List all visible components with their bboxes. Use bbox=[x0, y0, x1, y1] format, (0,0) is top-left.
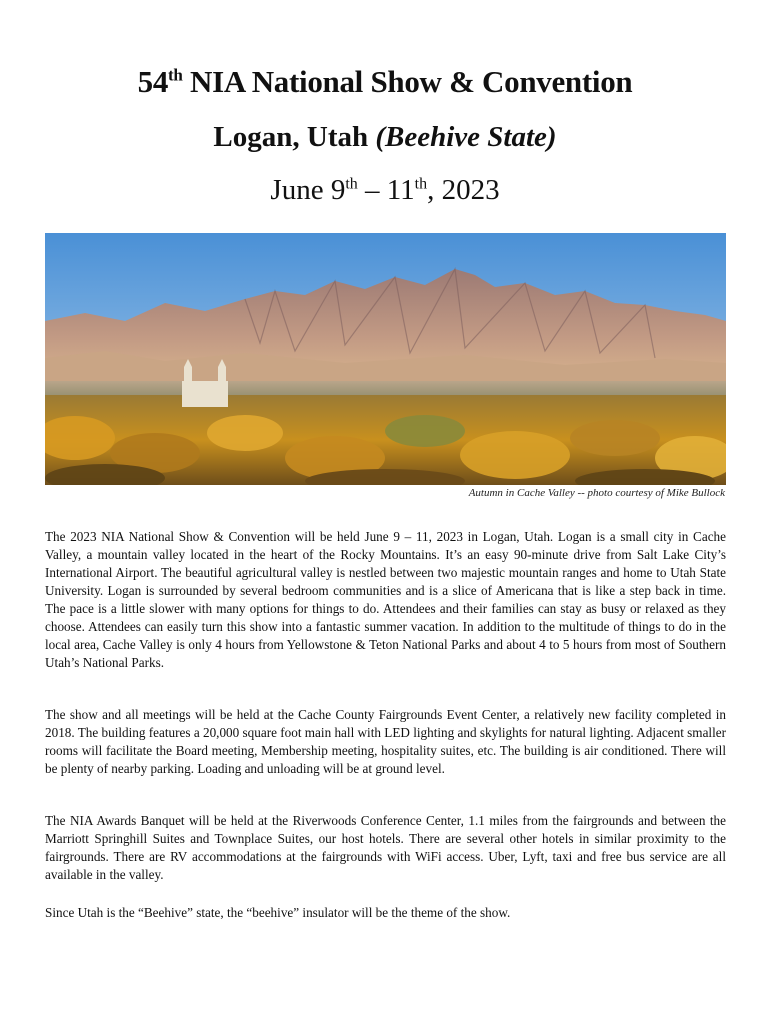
location-heading bbox=[0, 121, 770, 154]
landscape-illustration bbox=[45, 233, 726, 485]
page-title bbox=[0, 64, 770, 100]
paragraph-theme: Since Utah is the “Beehive” state, the “beehive” insulator will be the theme of the show. bbox=[45, 905, 511, 920]
date-year: , 2023 bbox=[427, 174, 500, 206]
location-city: Logan, Utah bbox=[213, 121, 376, 153]
paragraph-venue: The show and all meetings will be held at the Cache County Fairgrounds Event Center, a relatively new facility completed in 2018. The building features a 20,000 square foot main hall with LED lighting and skylights for natural lighting. Adjacent smaller rooms will facilitate the Board meeting, Membership meeting, hospitality suites, etc. The building is air conditioned. There will be plenty of nearby parking. Loading and unloading will be at ground level. bbox=[45, 707, 726, 776]
date-end: – 11 bbox=[357, 174, 415, 206]
title-ordinal-suffix: th bbox=[168, 65, 183, 85]
date-start-suffix: th bbox=[345, 175, 358, 193]
photo-caption: Autumn in Cache Valley -- photo courtesy of Mike Bullock bbox=[468, 487, 725, 499]
date-heading bbox=[0, 174, 770, 207]
date-start: June 9 bbox=[270, 174, 346, 206]
cache-valley-photo bbox=[45, 233, 726, 485]
title-ordinal: 54 bbox=[137, 64, 169, 99]
title-text: NIA National Show & Convention bbox=[182, 64, 633, 99]
location-nickname: (Beehive State) bbox=[375, 121, 557, 153]
paragraph-location: The 2023 NIA National Show & Convention will be held June 9 – 11, 2023 in Logan, Utah. Logan is a small city in Cache Valley, a mountain valley located in the heart of the Rocky Mountains. It’s an easy 90-minute drive from Salt Lake City’s International Airport. The beautiful agricultural valley is nestled between two majestic mountain ranges and home to Utah State University. Logan is surrounded by several bedroom communities and is a slice of Americana that is like a step back in time. The pace is a little slower with many options for things to do. Attendees and their families can stay as busy or relaxed as they choose. Attendees can easily turn this show into a fantastic summer vacation. In addition to the multitude of things to do in the local area, Cache Valley is only 4 hours from Yellowstone & Teton National Parks and about 4 to 5 hours from most of Southern Utah’s National Parks. bbox=[45, 529, 726, 670]
paragraph-banquet: The NIA Awards Banquet will be held at the Riverwoods Conference Center, 1.1 miles from the fairgrounds and between the Marriott Springhill Suites and Townplace Suites, our host hotels. There are several other hotels in similar proximity to the fairgrounds. There are RV accommodations at the fairgrounds with WiFi access. Uber, Lyft, taxi and free bus service are all available in the valley. bbox=[45, 813, 726, 882]
date-end-suffix: th bbox=[414, 175, 428, 193]
